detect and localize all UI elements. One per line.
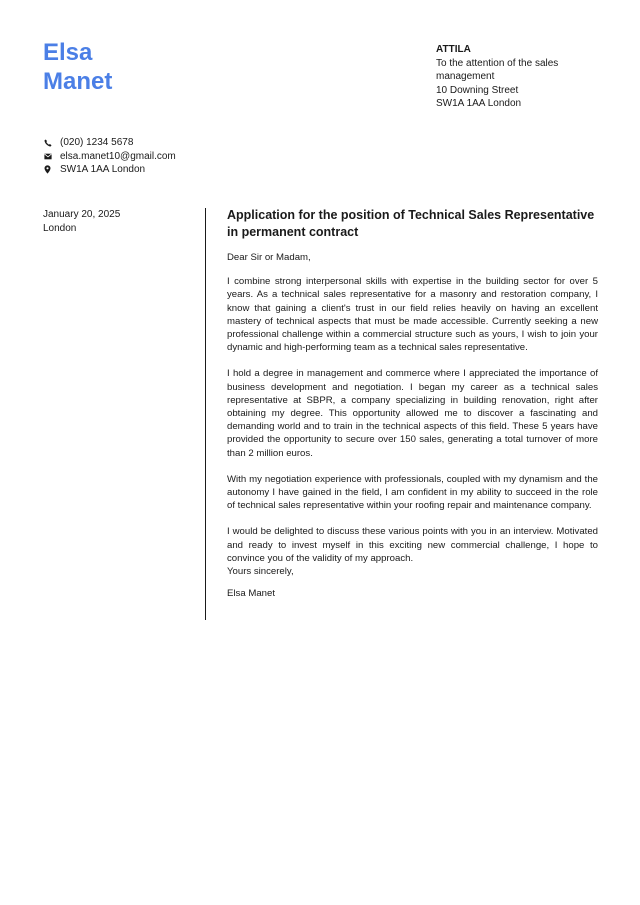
letter-date: January 20, 2025 <box>43 209 121 220</box>
letter-paragraph: I combine strong interpersonal skills with expertise in the building sector for over 5 years. As a technical sales representative for a masonry and restoration company, I know that gaining a client's trust in our field relies heavily on having an excellent mastery of technical aspects that must be made accessible. Currently seeking a new professional challenge within a commercial structure such as yours, I wish to join your dynamic and high-performing team as a technical sales representative. <box>227 276 598 354</box>
letter-greeting: Dear Sir or Madam, <box>227 252 311 263</box>
contact-address-row <box>43 163 176 177</box>
recipient-city: SW1A 1AA London <box>436 98 522 109</box>
sender-name <box>43 38 112 96</box>
letter-place: London <box>43 222 77 234</box>
letter-paragraph: With my negotiation experience with professionals, coupled with my dynamism and the autonomy I have gained in the field, I am confident in my ability to succeed in the role of technical sales representative within your roofing repair and maintenance company. <box>227 473 598 512</box>
sender-first-name: Elsa <box>43 39 93 66</box>
sender-last-name: Manet <box>43 68 113 95</box>
phone-icon <box>43 138 52 147</box>
contact-phone[interactable]: (020) 1234 5678 <box>60 137 134 148</box>
recipient-attention: To the attention of the sales management <box>436 57 559 82</box>
contact-phone-row <box>43 136 176 150</box>
recipient-company: ATTILA <box>436 44 471 55</box>
letter-body <box>227 207 598 600</box>
recipient-block <box>436 43 606 111</box>
contact-address: SW1A 1AA London <box>60 164 146 175</box>
contact-email-row <box>43 150 176 164</box>
vertical-divider <box>205 208 206 620</box>
letter-paragraph: I would be delighted to discuss these various points with you in an interview. Motivated and ready to invest myself in this exciting new commercial challenge, I hope to convince you of the validity of my approach. <box>227 526 598 564</box>
contact-block <box>43 136 176 177</box>
letter-closing: Yours sincerely, <box>227 566 294 578</box>
letter-meta <box>43 208 120 235</box>
location-icon <box>43 165 52 174</box>
letter-signature: Elsa Manet <box>227 588 275 600</box>
email-icon <box>43 152 52 161</box>
letter-subject: Application for the position of Technical Sales Representative in permanent contract <box>227 208 595 239</box>
recipient-street: 10 Downing Street <box>436 84 519 96</box>
letter-paragraph: I hold a degree in management and commerce where I appreciated the importance of business development and negotiation. I began my career as a technical sales representative at SBPR, a company specializing in building renovation, right after obtaining my degree. This opportunity allowed me to discover a fascinating and demanding world and to train in the technical aspects of this field. These 5 years have provided the opportunity to secure over 150 sales, generating a total turnover of more than 2 million euros. <box>227 368 598 459</box>
contact-email[interactable]: elsa.manet10@gmail.com <box>60 150 176 162</box>
